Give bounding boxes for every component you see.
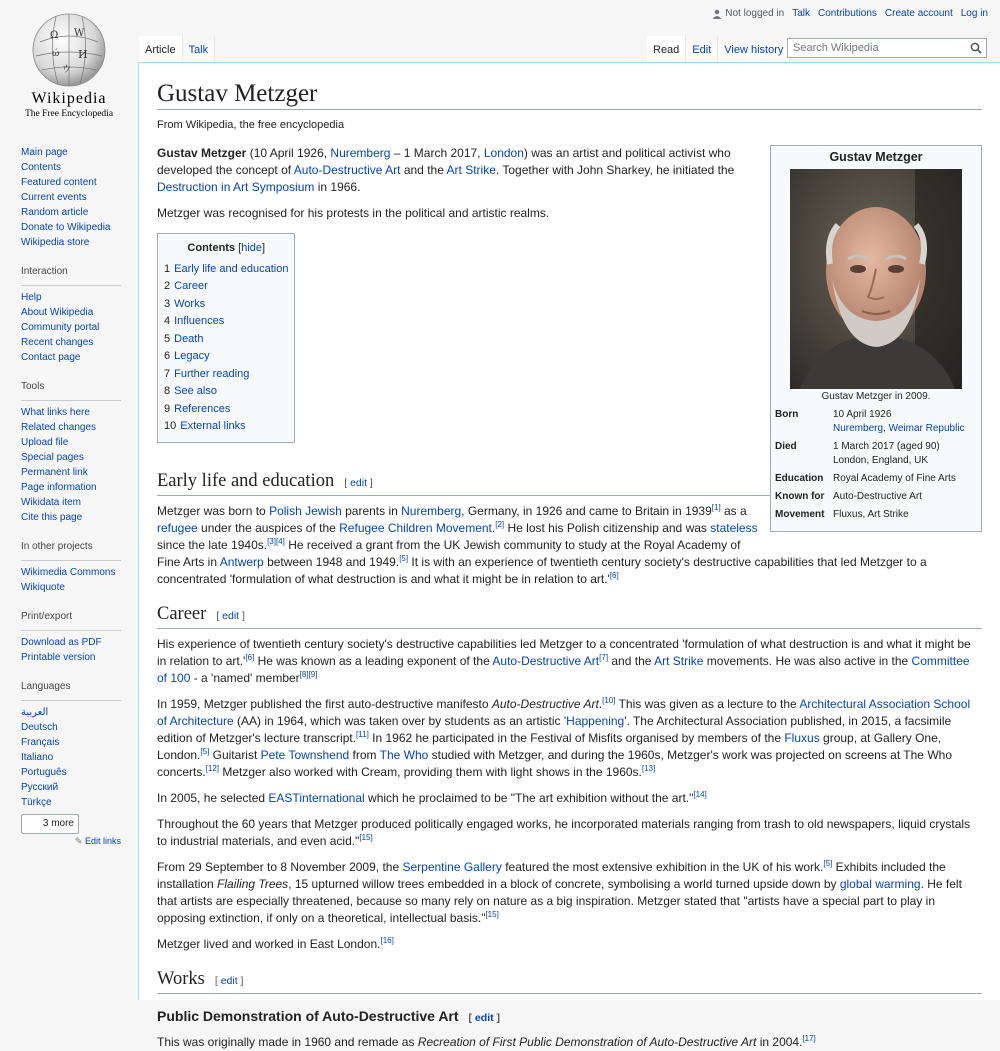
section-title: Early life and education (157, 470, 335, 491)
subsection-heading: Public Demonstration of Auto-Destructive Art [ edit ] (157, 1007, 501, 1024)
text: (AA) in 1964, which was taken over by students as an artistic ' (233, 713, 567, 728)
portrait-photo[interactable] (790, 169, 962, 389)
toc-number: 3 (164, 297, 171, 310)
text: '. The Architectural Association published, in 2015, a facsimile edition of Metzger's lecture transcript. (157, 713, 952, 745)
text: . He felt that artists are especially threatened, because so many rely on nature as a big inspiration. Metzger stated that "artists have a special part to play in opposing extinction, if only on a theoretical, intellectual basis." (157, 876, 962, 925)
infobox-label-born: Born (775, 409, 799, 420)
toc-link[interactable]: Early life and education (174, 262, 289, 275)
language-link-italian[interactable]: Italiano (21, 752, 54, 763)
svg-text:ώ: ώ (52, 49, 60, 59)
text: group, at Gallery One, London. (157, 730, 942, 762)
infobox-value-died (833, 440, 977, 468)
link-pete-townshend[interactable]: Pete Townshend (260, 747, 350, 762)
text: In 1962 he participated in the Festival of Misfits organised by members of the (368, 730, 785, 745)
toc-item[interactable] (164, 278, 288, 296)
born-separator: , (883, 423, 889, 434)
intro-text-6: in 1966. (314, 180, 361, 194)
language-link-russian[interactable]: Русский (21, 782, 59, 793)
reference-link[interactable]: [13] (641, 763, 656, 773)
died-date: 1 March 2017 (aged 90) (833, 441, 940, 452)
link-fluxus[interactable]: Fluxus (784, 730, 820, 745)
text: He lost his Polish citizenship and was (504, 520, 711, 535)
sidebar-item-store[interactable]: Wikipedia store (21, 237, 90, 248)
text: studied with Metzger, and during the 1960s, Metzger's work was projected on screens at The Who concerts. (157, 747, 952, 779)
sidebar-item-community-portal[interactable]: Community portal (21, 322, 100, 333)
sidebar-item-page-information[interactable]: Page information (21, 482, 97, 493)
intro-text-4: and the (400, 163, 447, 177)
sidebar-item-special-pages[interactable]: Special pages (21, 452, 84, 463)
sidebar-item-wikiquote[interactable]: Wikiquote (21, 582, 65, 593)
toc-number: 2 (164, 280, 171, 292)
reference-link[interactable]: [14] (693, 789, 707, 799)
section-title: Works (157, 968, 205, 989)
link-refugee[interactable]: refugee (157, 520, 198, 535)
sidebar-item-wikidata-item[interactable]: Wikidata item (21, 497, 82, 508)
toc-item[interactable] (164, 331, 288, 349)
text: Metzger lived and worked in East London. (157, 936, 381, 951)
born-city-link[interactable]: Nuremberg (833, 423, 884, 434)
link-the-who[interactable]: The Who (379, 747, 429, 762)
text: under the auspices of the (197, 520, 340, 535)
toc-list (164, 261, 288, 436)
toc-link[interactable]: Career (174, 280, 208, 292)
tab-edit[interactable]: Edit (686, 36, 718, 63)
language-link-arabic[interactable]: العربية (21, 707, 49, 718)
sidebar-item-cite-page[interactable]: Cite this page (21, 512, 83, 523)
sidebar-navigation (21, 145, 121, 250)
toc-number: 6 (164, 350, 171, 362)
toc-hide-toggle[interactable]: hide (241, 242, 262, 254)
text: It is with an experience of twentieth century society's destructive capabilities that led Metzger to a concentrated 'formulation of what destruction is and what it might be in relation to art.' (157, 554, 927, 586)
text: In 1959, Metzger published the first auto-destructive manifesto (157, 696, 492, 711)
reference-link[interactable]: [11] (356, 729, 369, 739)
sidebar-item-what-links-here[interactable]: What links here (21, 407, 90, 418)
sidebar-item-contents[interactable]: Contents (21, 162, 62, 173)
tab-read[interactable]: Read (647, 36, 686, 63)
sidebar-item-printable[interactable]: Printable version (21, 652, 96, 663)
toc-title: Contents (187, 242, 236, 254)
reference-link[interactable]: [5] (200, 746, 210, 756)
svg-text:И: И (78, 48, 88, 61)
section-title: Career (157, 603, 207, 624)
language-link-portuguese[interactable]: Português (21, 767, 67, 778)
toc-link[interactable]: See also (174, 385, 217, 397)
sidebar-item-permanent-link[interactable]: Permanent link (21, 467, 88, 478)
text: - a 'named' member (190, 670, 300, 685)
language-link-german[interactable]: Deutsch (21, 722, 58, 733)
edit-section-link[interactable]: edit (474, 1011, 494, 1024)
personal-tools (712, 8, 988, 19)
text: movements. He was also active in the (703, 653, 912, 668)
infobox-label-died: Died (775, 441, 797, 452)
text: He was known as a leading exponent of the (254, 653, 493, 668)
text: since the late 1940s. (157, 537, 268, 552)
infobox-value-born (833, 408, 977, 436)
search-input[interactable] (787, 38, 987, 58)
text: and the (608, 653, 655, 668)
career-paragraph-3 (157, 790, 982, 807)
sidebar-item-help[interactable]: Help (21, 292, 42, 303)
text: as a (720, 503, 747, 518)
installation-title: Flailing Trees (217, 876, 289, 891)
text: He received a grant from the UK Jewish community to study at the Royal Academy of Fine Arts in (157, 537, 741, 569)
toc-heading: Contents [hide] (187, 242, 266, 254)
reference-link[interactable]: [5] (823, 858, 833, 868)
wikipedia-wordmark: Wikipedia (31, 90, 107, 107)
text: Metzger was born to (157, 503, 270, 518)
died-place: London, England, UK (833, 455, 929, 466)
link-architectural-association[interactable]: Architectural Association School of Architecture (157, 696, 971, 728)
sidebar-interaction (21, 262, 121, 365)
link-art-strike[interactable]: Art Strike (654, 653, 704, 668)
infobox-title: Gustav Metzger (829, 150, 923, 164)
sidebar-item-featured-content[interactable]: Featured content (21, 177, 97, 188)
svg-text:ウ: ウ (62, 65, 72, 75)
reference-link[interactable]: [12] (205, 763, 220, 773)
table-of-contents (157, 233, 295, 443)
infobox-row-education (775, 472, 977, 486)
link-london[interactable]: London (483, 146, 524, 160)
infobox-row-movement (775, 508, 977, 522)
reference-link[interactable]: [16] (380, 935, 394, 945)
toc-item[interactable] (164, 296, 288, 314)
toc-link[interactable]: Influences (174, 315, 225, 327)
infobox-value-movement: Fluxus, Art Strike (833, 509, 909, 520)
sidebar-heading-interaction: Interaction (21, 262, 121, 286)
sidebar-item-random-article[interactable]: Random article (21, 207, 89, 218)
sidebar-item-current-events[interactable]: Current events (21, 192, 87, 203)
reference-link[interactable]: [1] (711, 502, 721, 512)
intro-text-1: (10 April 1926, (246, 146, 331, 160)
wikipedia-tagline: The Free Encyclopedia (24, 109, 114, 119)
career-paragraph-5 (157, 859, 982, 927)
sidebar-item-main-page[interactable]: Main page (21, 147, 68, 158)
reference-link[interactable]: [3] (267, 536, 276, 546)
svg-text:W: W (74, 28, 85, 39)
link-art-strike[interactable]: Art Strike (446, 163, 496, 177)
link-destruction-in-art-symposium[interactable]: Destruction in Art Symposium (157, 180, 315, 194)
link-polish-jewish[interactable]: Polish Jewish (269, 503, 342, 518)
infobox-label-education: Education (775, 473, 824, 484)
text: . (598, 696, 603, 711)
text: His experience of twentieth century society's destructive capabilities led Metzger to a concentrated 'formulation of what destruction is and what it might be in relation to art.' (157, 636, 971, 668)
sidebar-item-contact[interactable]: Contact page (21, 352, 81, 363)
toc-item[interactable] (164, 366, 288, 384)
sidebar-print (21, 607, 121, 665)
reference-link[interactable]: [7] (599, 652, 609, 662)
infobox-row-died (775, 440, 977, 468)
link-stateless[interactable]: stateless (710, 520, 758, 535)
text: Throughout the 60 years that Metzger produced politically engaged works, he incorporated materials ranging from trash to old newspapers, liquid crystals to industrial materials, and even acid." (157, 816, 971, 848)
sidebar (21, 145, 121, 857)
tab-article[interactable]: Article (139, 36, 183, 63)
tab-view-history[interactable]: View history (718, 36, 790, 63)
subject-name: Gustav Metzger (157, 146, 247, 160)
site-subtitle: From Wikipedia, the free encyclopedia (157, 119, 345, 131)
link-auto-destructive-art[interactable]: Auto-Destructive Art (293, 163, 401, 177)
text: which he proclaimed to be "The art exhibition without the art." (364, 790, 694, 805)
text: This was originally made in 1960 and remade as (157, 1034, 418, 1049)
link-antwerp[interactable]: Antwerp (219, 554, 264, 569)
toc-number: 8 (164, 385, 171, 397)
namespace-tabs (139, 36, 215, 63)
toc-link[interactable]: External links (180, 420, 246, 432)
sidebar-heading-projects: In other projects (21, 537, 121, 561)
toc-link[interactable]: References (174, 402, 231, 415)
sidebar-projects (21, 537, 121, 595)
edit-section-link[interactable]: edit (222, 609, 240, 622)
sidebar-item-about[interactable]: About Wikipedia (21, 307, 94, 318)
toc-item[interactable] (164, 383, 288, 401)
toc-item[interactable] (164, 418, 288, 436)
work-title: Recreation of First Public Demonstration of Auto-Destructive Art (417, 1034, 757, 1049)
text: parents in (341, 503, 402, 518)
reference-link[interactable]: [6] (245, 652, 255, 662)
infobox-label-movement: Movement (775, 509, 825, 520)
user-icon (712, 9, 722, 19)
born-country-link[interactable]: Weimar Republic (888, 423, 965, 434)
toc-number: 5 (164, 332, 171, 345)
infobox-label-known-for: Known for (775, 491, 825, 502)
toc-link[interactable]: Death (174, 332, 204, 345)
link-committee-of-100[interactable]: Committee of 100 (157, 653, 970, 685)
text: This was given as a lecture to the (615, 696, 800, 711)
text: . (491, 520, 496, 535)
link-refugee-children-movement[interactable]: Refugee Children Movement (339, 520, 492, 535)
tab-talk[interactable]: Talk (183, 36, 216, 63)
intro-text-2: – 1 March 2017, (390, 146, 484, 160)
link-eastinternational[interactable]: EASTinternational (268, 790, 365, 805)
toc-link[interactable]: Further reading (174, 367, 250, 380)
sidebar-heading-languages: Languages (21, 677, 121, 701)
personal-contributions-link[interactable]: Contributions (818, 8, 877, 19)
reference-link[interactable]: [4] (275, 536, 285, 546)
toc-number: 4 (164, 315, 171, 327)
text: from (349, 747, 380, 762)
login-link[interactable]: Log in (960, 8, 988, 19)
sidebar-item-upload-file[interactable]: Upload file (21, 437, 69, 448)
text: , Germany, in 1926 and came to Britain in 1939 (461, 503, 712, 518)
reference-link[interactable]: [8] (299, 669, 309, 679)
toc-number: 1 (164, 262, 171, 275)
works-paragraph (157, 1034, 982, 1051)
sidebar-item-recent-changes[interactable]: Recent changes (21, 337, 94, 348)
search-icon[interactable] (970, 42, 982, 54)
reference-link[interactable]: [15] (359, 832, 373, 842)
view-tabs (647, 36, 790, 63)
pencil-icon: ✎ (74, 836, 83, 846)
not-logged-in-label: Not logged in (725, 8, 785, 19)
toc-item[interactable] (164, 313, 288, 331)
link-nuremberg[interactable]: Nuremberg (330, 146, 391, 160)
sidebar-item-donate[interactable]: Donate to Wikipedia (21, 222, 111, 233)
personal-talk-link[interactable]: Talk (792, 8, 810, 19)
toc-item[interactable] (164, 401, 288, 419)
sidebar-tools (21, 377, 121, 525)
search-placeholder: Search Wikipedia (793, 42, 879, 54)
toc-link[interactable]: Works (174, 297, 206, 310)
link-happening[interactable]: Happening (566, 713, 625, 728)
infobox-value-known-for: Auto-Destructive Art (833, 491, 922, 502)
more-languages-button[interactable]: 3 more (21, 814, 79, 834)
reference-link[interactable]: [10] (602, 695, 616, 705)
section-heading-career: Career [ edit ] (157, 602, 982, 629)
article-content (138, 62, 1000, 1049)
infobox-caption: Gustav Metzger in 2009. (821, 391, 931, 402)
wikipedia-logo[interactable] (0, 0, 138, 130)
language-link-turkish[interactable]: Türkçe (21, 797, 52, 808)
reference-link[interactable]: [6] (609, 570, 619, 580)
toc-number: 9 (164, 402, 171, 415)
sidebar-heading-tools: Tools (21, 377, 121, 401)
sidebar-item-related-changes[interactable]: Related changes (21, 422, 97, 433)
sidebar-item-download-pdf[interactable]: Download as PDF (21, 637, 102, 648)
reference-link[interactable]: [2] (495, 519, 505, 529)
text: in 2004. (756, 1034, 803, 1049)
language-link-french[interactable]: Français (21, 737, 60, 748)
born-date: 10 April 1926 (833, 409, 892, 420)
subsection-title: Public Demonstration of Auto-Destructive Art (157, 1007, 459, 1024)
sidebar-languages (21, 677, 121, 847)
text: between 1948 and 1949. (263, 554, 400, 569)
intro-paragraph-2: Metzger was recognised for his protests in the political and artistic realms. (157, 206, 550, 220)
sidebar-item-commons[interactable]: Wikimedia Commons (21, 567, 116, 578)
toc-number: 10 (164, 420, 177, 432)
infobox-row-known-for (775, 490, 977, 504)
career-paragraph-6 (157, 936, 982, 953)
reference-link[interactable]: [17] (802, 1033, 816, 1043)
toc-item[interactable] (164, 348, 288, 366)
link-serpentine-gallery[interactable]: Serpentine Gallery (402, 859, 502, 874)
section-heading-works: Works [ edit ] (157, 967, 982, 994)
text: Guitarist (209, 747, 261, 762)
text: featured the most extensive exhibition in the UK of his work. (501, 859, 824, 874)
reference-link[interactable]: [15] (485, 909, 499, 919)
link-auto-destructive-art[interactable]: Auto-Destructive Art (492, 653, 600, 668)
svg-text:Ω: Ω (50, 30, 59, 41)
page-title: Gustav Metzger (157, 79, 982, 110)
edit-section-link[interactable]: edit (350, 476, 367, 489)
text: In 2005, he selected (157, 790, 269, 805)
intro-text-5: . Together with John Sharkey, he initiated the (495, 163, 735, 177)
reference-link[interactable]: [5] (399, 553, 409, 563)
text: , 15 upturned willow trees embedded in a block of concrete, symbolising a world turned upside down by (288, 876, 840, 891)
career-paragraph-4 (157, 816, 982, 850)
wikipedia-globe-icon (28, 12, 110, 88)
career-paragraph-2 (157, 696, 982, 781)
not-logged-in (712, 8, 784, 19)
reference-link[interactable]: [9] (308, 669, 318, 679)
text: Exhibits included the installation (157, 859, 946, 891)
edit-links[interactable] (21, 836, 121, 847)
infobox-row-born (775, 408, 977, 436)
manifesto-title: Auto-Destructive Art (491, 696, 599, 711)
sidebar-heading-print: Print/export (21, 607, 121, 631)
text: From 29 September to 8 November 2009, the (157, 859, 403, 874)
toc-link[interactable]: Legacy (174, 350, 210, 362)
edit-links-label[interactable]: Edit links (84, 836, 121, 846)
edit-section-link[interactable]: edit (220, 974, 238, 987)
toc-item[interactable] (164, 261, 288, 279)
infobox-value-education: Royal Academy of Fine Arts (833, 473, 956, 484)
link-global-warming[interactable]: global warming (839, 876, 921, 891)
section-heading-early-life: Early life and education [ edit ] (157, 469, 982, 496)
infobox (770, 145, 982, 532)
intro-text-3: ) was an artist and political activist who developed the concept of (157, 146, 731, 177)
toc-number: 7 (164, 367, 171, 380)
text: Metzger also worked with Cream, providing them with light shows in the 1960s. (219, 764, 642, 779)
career-paragraph-1 (157, 636, 982, 687)
link-nuremberg[interactable]: Nuremberg (401, 503, 462, 518)
create-account-link[interactable]: Create account (884, 8, 953, 19)
